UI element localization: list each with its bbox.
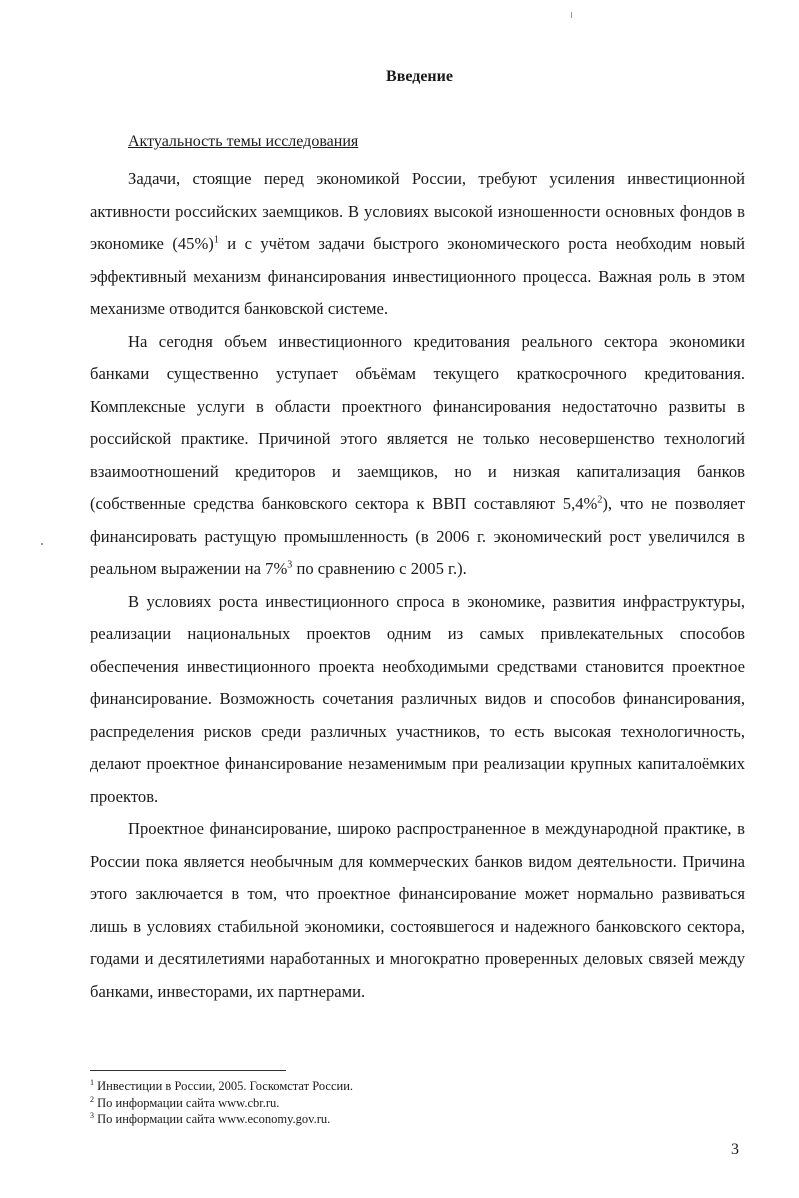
footnote-text: По информации сайта www.economy.gov.ru. xyxy=(97,1112,331,1126)
paragraph-2-text-b: ), что не позволяет финансировать растущую промышленность (в 2006 г. экономический рост увеличился в реальном выражении на 7% xyxy=(90,494,745,578)
footnote-mark: 1 xyxy=(90,1077,94,1087)
footnote-mark: 2 xyxy=(90,1094,94,1104)
section-subheading: Актуальность темы исследования xyxy=(128,133,359,150)
paragraph-2-text-a: На сегодня объем инвестиционного кредитования реального сектора экономики банками существенно уступает объёмам текущего краткосрочного кредитования. Комплексные услуги в области проектного финансирования недостаточно развиты в российской практике. Причиной этого является не только несовершенство технологий взаимоотношений кредиторов и заемщиков, но и низкая капитализация банков (собственные средства банковского сектора к ВВП составляют 5,4% xyxy=(90,331,745,513)
paragraph-1-text-a: Задачи, стоящие перед экономикой России, требуют усиления инвестиционной активности российских заемщиков. В условиях высокой изношенности основных фондов в экономике (45%) xyxy=(90,169,745,253)
footnote-3 xyxy=(90,1111,353,1128)
page-number: 3 xyxy=(731,1141,739,1158)
footnote-divider xyxy=(90,1070,286,1071)
footnote-text: Инвестиции в России, 2005. Госкомстат России. xyxy=(97,1079,354,1093)
footnote-mark: 3 xyxy=(90,1110,94,1120)
paragraph-1 xyxy=(90,163,745,326)
paragraph-1-text-b: и с учётом задачи быстрого экономического роста необходим новый эффективный механизм финансирования инвестиционного процесса. Важная роль в этом механизме отводится банковской системе. xyxy=(90,234,745,318)
footnote-ref-2: 2 xyxy=(597,494,603,506)
scan-mark xyxy=(571,12,572,18)
footnote-1 xyxy=(90,1078,353,1095)
footnotes xyxy=(90,1078,353,1128)
footnote-text: По информации сайта www.cbr.ru. xyxy=(97,1095,280,1110)
body-text xyxy=(90,163,745,1008)
paragraph-2 xyxy=(90,326,745,586)
scan-mark xyxy=(41,543,43,545)
paragraph-4: Проектное финансирование, широко распространенное в международной практике, в России пока является необычным для коммерческих банков видом деятельности. Причина этого заключается в том, что проектное финансирование может нормально развиваться лишь в условиях стабильной экономики, состоявшегося и надежного банковского сектора, годами и десятилетиями наработанных и многократно проверенных деловых связей между банками, инвесторами, их партнерами. xyxy=(90,819,745,1001)
footnote-ref-1: 1 xyxy=(213,234,219,246)
paragraph-2-text-c: по сравнению с 2005 г.). xyxy=(292,559,467,578)
paragraph-3: В условиях роста инвестиционного спроса в экономике, развития инфраструктуры, реализации национальных проектов одним из самых привлекательных способов обеспечения инвестиционного проекта необходимыми средствами становится проектное финансирование. Возможность сочетания различных видов и способов финансирования, распределения рисков среди различных участников, то есть высокая технологичность, делают проектное финансирование незаменимым при реализации крупных капиталоёмких проектов. xyxy=(90,591,745,806)
page-title: Введение xyxy=(386,68,453,85)
footnote-2 xyxy=(90,1095,353,1112)
footnote-ref-3: 3 xyxy=(287,559,293,571)
